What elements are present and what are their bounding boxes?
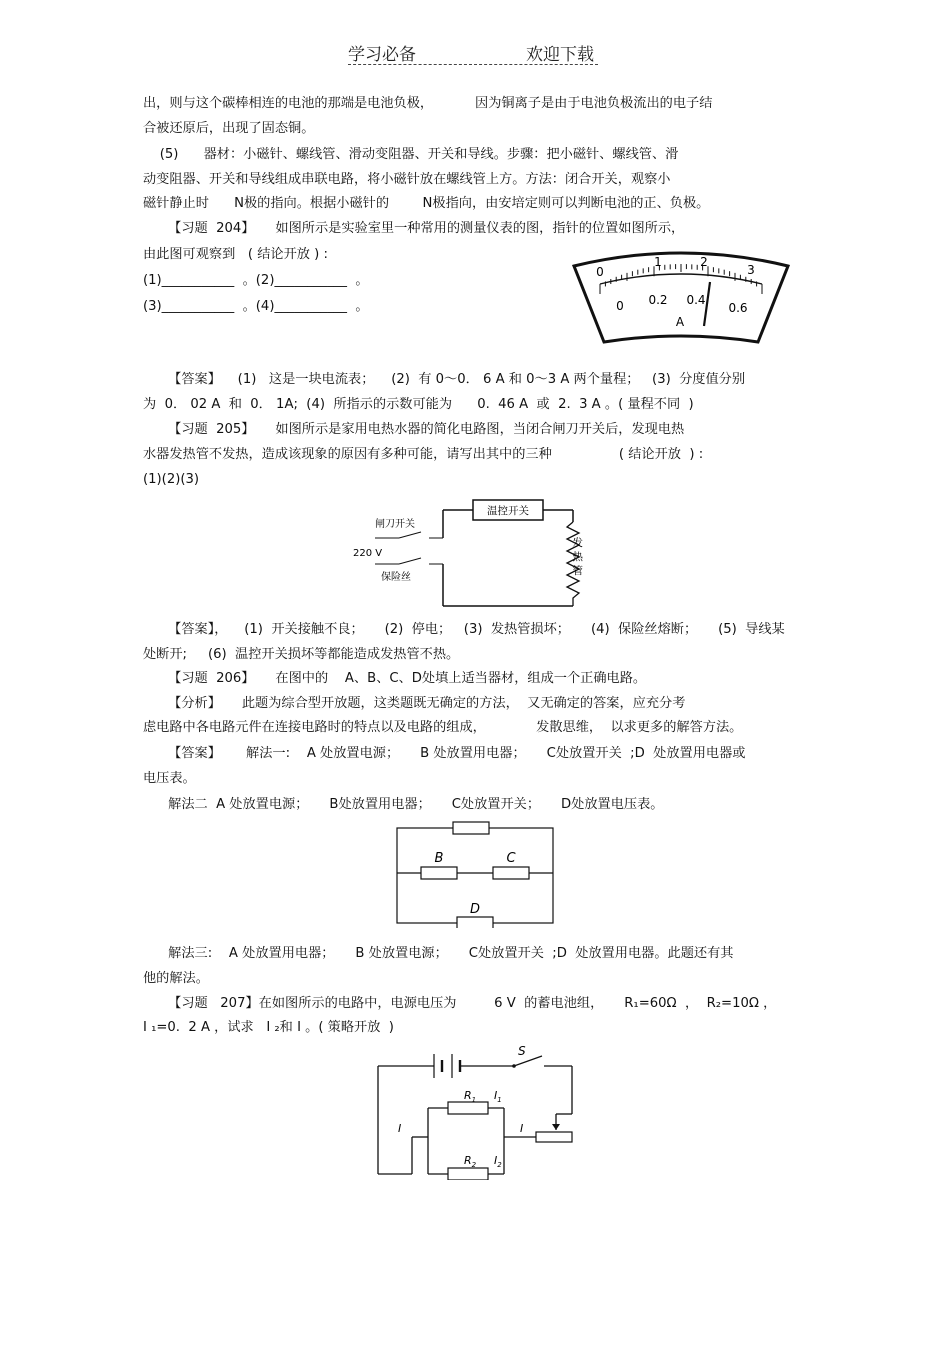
heater-label-1: 发 (572, 537, 583, 549)
text-line: 合被还原后，出现了固态铜。 (143, 121, 315, 136)
text-line: 【答案】 (1) 这是一块电流表； (2) 有 0～0． 6 A 和 0～3 A 两个量程； (3) 分度值分别 (143, 372, 746, 387)
text-line: 【答案】， (1) 开关接触不良； (2) 停电； (3) 发热管损坏； (4) 保险丝熔断； (5) 导线某 (143, 622, 785, 637)
resistor-circuit-figure (372, 1044, 582, 1180)
text-line: 【分析】 此题为综合型开放题，这类题既无确定的方法， 又无确定的答案，应充分考 (143, 696, 686, 711)
scale-bottom-label-2: 0.4 (686, 293, 706, 307)
text-line: 出，则与这个碳棒相连的电池的那端是电池负极， 因为铜离子是由于电池负极流出的电子结 (143, 96, 713, 111)
header-divider (348, 64, 598, 65)
text-line: 电压表。 (143, 771, 196, 786)
heater-circuit-figure (345, 494, 585, 612)
label-c: C (506, 851, 516, 866)
knife-switch-label: 闸刀开关 (375, 519, 415, 530)
label-b: B (434, 851, 444, 866)
text-line: 虑电路中各电路元件在连接电路时的特点以及电路的组成， 发散思维， 以求更多的解答方法。 (143, 720, 743, 735)
text-line: 由此图可观察到 ( 结论开放 ) : (143, 247, 328, 262)
text-line: 动变阻器、开关和导线组成串联电路，将小磁针放在螺线管上方。方法：闭合开关，观察小 (143, 172, 671, 187)
label-d: D (469, 902, 481, 917)
fuse-label: 保险丝 (381, 572, 411, 583)
r1-label: $R_1$ (464, 1089, 477, 1104)
text-line: 水器发热管不发热，造成该现象的原因有多种可能，请写出其中的三种 ( 结论开放 ) : (143, 447, 704, 462)
heater-label-2: 热 (572, 551, 583, 563)
text-line: (1)___________ 。(2)___________ 。 (143, 273, 369, 288)
thermostat-label: 温控开关 (487, 505, 529, 517)
text-line: (3)___________ 。(4)___________ 。 (143, 299, 369, 314)
text-line: (5) 器材：小磁针、螺线管、滑动变阻器、开关和导线。步骤：把小磁针、螺线管、滑 (143, 147, 679, 162)
heater-label-3: 管 (572, 565, 583, 577)
text-line: 处断开; (6) 温控开关损坏等都能造成发热管不热。 (143, 647, 460, 662)
scale-bottom-label-3: 0.6 (728, 301, 748, 315)
scale-top-label-2: 2 (700, 255, 708, 269)
scale-top-label-3: 3 (747, 263, 755, 277)
scale-bottom-label-1: 0.2 (648, 293, 668, 307)
r2-label: $R_2$ (464, 1154, 477, 1169)
text-line: 【习题 206】 在图中的 A、B、C、D处填上适当器材，组成一个正确电路。 (143, 671, 647, 686)
i1-label: $I_1$ (494, 1089, 502, 1104)
text-line: 磁针静止时 N极的指向。根据小磁针的 N极指向，由安培定则可以判断电池的正、负极。 (143, 196, 710, 211)
scale-top-label-0: 0 (596, 265, 604, 279)
header-left: 学习必备 (348, 45, 416, 65)
text-line: (1)(2)(3) (143, 472, 200, 487)
i2-label: $I_2$ (494, 1154, 502, 1169)
text-line: I ₁=0. 2 A ，试求 I ₂和 I 。( 策略开放 ) (143, 1020, 394, 1035)
text-line: 【习题 205】 如图所示是家用电热水器的简化电路图，当闭合闸刀开关后，发现电热 (143, 422, 685, 437)
text-line: 【答案】 解法一: A 处放置电源； B 处放置用电器； C处放置开关 ;D 处放置用电器或 (143, 746, 746, 761)
i-left-label: I (398, 1122, 402, 1135)
text-line: 【习题 204】 如图所示是实验室里一种常用的测量仪表的图，指针的位置如图所示， (143, 221, 685, 236)
i-right-label: I (520, 1122, 524, 1135)
text-line: 他的解法。 (143, 971, 209, 986)
switch-label: S (518, 1044, 526, 1058)
text-line: 【习题 207】在如图所示的电路中，电源电压为 6 V 的蓄电池组， R₁=60Ω ， R₂=10Ω ， (143, 996, 777, 1011)
text-line: 解法三: A 处放置用电器； B 处放置电源； C处放置开关 ;D 处放置用电器。此题还有其 (143, 946, 734, 961)
ammeter-figure (568, 246, 794, 346)
voltage-label: 220 V (353, 548, 383, 559)
scale-top-label-1: 1 (654, 255, 662, 269)
header-right: 欢迎下载 (526, 45, 594, 65)
text-line: 为 0． 02 A 和 0． 1A; (4) 所指示的示数可能为 0. 46 A 或 2. 3 A 。( 量程不同 ) (143, 397, 694, 412)
abcd-circuit-figure (393, 818, 559, 928)
ammeter-unit-label: A (675, 315, 685, 329)
scale-bottom-label-0: 0 (616, 299, 624, 313)
text-line: 解法二 A 处放置电源； B处放置用电器； C处放置开关； D处放置电压表。 (143, 797, 664, 812)
